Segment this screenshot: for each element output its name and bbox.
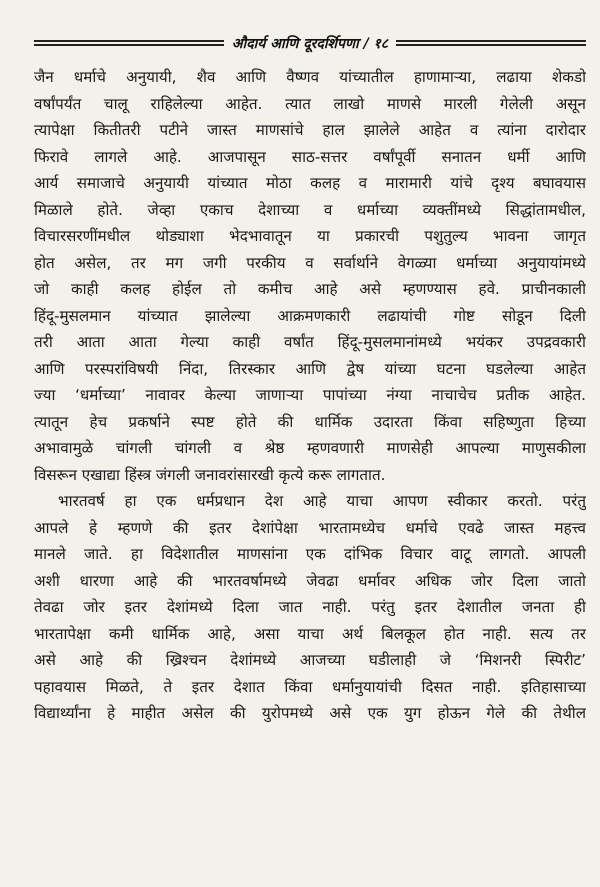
text-line: भारतापेक्षा कमी धार्मिक आहे, असा याचा अर्थ बिलकूल होत नाही. सत्य तर <box>34 624 586 643</box>
body-text <box>34 64 586 727</box>
text-line: त्यापेक्षा कितीतरी पटीने जास्त माणसांचे हाल झालेले आहेत व त्यांना दारोदार <box>34 121 586 139</box>
header-rule-right <box>396 40 586 46</box>
paragraph-1 <box>34 64 586 488</box>
running-header <box>34 24 586 62</box>
text-line: असे आहे की ख्रिश्चन देशांमध्ये आजच्या घडीलाही जे ‘मिशनरी स्पिरीट’ <box>34 651 586 669</box>
text-line: होत असेल, तर मग जगी परकीय व सर्वार्थाने वेगळ्या धर्माच्या अनुयायांमध्ये <box>34 253 586 272</box>
text-line: आर्य समाजाचे अनुयायी यांच्यात मोठा कलह व मारामारी यांचे दृश्य बघावयास <box>34 174 586 192</box>
text-line: भारतवर्ष हा एक धर्मप्रधान देश आहे याचा आपण स्वीकार करतो. परंतु <box>58 492 586 510</box>
text-line: आणि परस्परांविषयी निंदा, तिरस्कार आणि द्वेष यांच्या घटना घडलेल्या आहेत <box>34 359 586 378</box>
header-rule-left <box>34 40 224 46</box>
text-line: पहावयास मिळते, ते इतर देशात किंवा धर्मानुयायांची दिसत नाही. इतिहासाच्या <box>34 677 586 696</box>
text-line: विचारसरणींमधील थोड्याशा भेदभावातून या प्रकारची पशुतुल्य भावना जागृत <box>34 227 586 245</box>
text-line: विसरून एखाद्या हिंस्त्र जंगली जनावरांसारखी कृत्ये करू लागतात. <box>34 465 386 484</box>
text-line: अभावामुळे चांगली चांगली व श्रेष्ठ म्हणवणारी माणसेही आपल्या माणुसकीला <box>34 439 586 457</box>
text-line: जो काही कलह होईल तो कमीच आहे असे म्हणण्यास हवे. प्राचीनकाली <box>34 280 586 298</box>
text-line: विद्यार्थ्यांना हे माहीत असेल की युरोपमध्ये असे एक युग होऊन गेले की तेथील <box>34 704 586 722</box>
text-line: हिंदू-मुसलमान यांच्यात झालेल्या आक्रमणकारी लढायांची गोष्ट सोडून दिली <box>34 306 586 325</box>
text-line: वर्षांपर्यंत चालू राहिलेल्या आहेत. त्यात लाखो माणसे मारली गेलेली असून <box>34 94 586 113</box>
text-line: आपले हे म्हणणे की इतर देशांपेक्षा भारतामध्येच धर्माचे एवढे जास्त महत्त्व <box>34 518 586 537</box>
paragraph-2 <box>34 488 586 727</box>
text-line: जैन धर्माचे अनुयायी, शैव आणि वैष्णव यांच्यातील हाणामाऱ्या, लढाया शेकडो <box>34 68 586 86</box>
running-header-title: औदार्य आणि दूरदर्शिपणा / १८ <box>231 35 389 52</box>
text-line: अशी धारणा आहे की भारतवर्षामध्ये जेवढा धर्मावर अधिक जोर दिला जातो <box>34 571 586 590</box>
book-page <box>0 24 600 887</box>
text-line: तरी आता आता गेल्या काही वर्षांत हिंदू-मुसलमानांमध्ये भयंकर उपद्रवकारी <box>34 333 586 351</box>
text-line: मिळाले होते. जेव्हा एकाच देशाच्या व धर्माच्या व्यक्तींमध्ये सिद्धांतामधील, <box>34 200 586 219</box>
text-line: त्यातून हेच प्रकर्षाने स्पष्ट होते की धार्मिक उदारता किंवा सहिष्णुता हिच्या <box>34 412 586 431</box>
text-line: फिरावे लागले आहे. आजपासून साठ-सत्तर वर्षांपूर्वी सनातन धर्मी आणि <box>34 147 586 166</box>
text-line: मानले जाते. हा विदेशातील माणसांना एक दांभिक विचार वाटू लागतो. आपली <box>34 545 586 563</box>
text-line: तेवढा जोर इतर देशांमध्ये दिला जात नाही. परंतु इतर देशातील जनता ही <box>34 598 586 616</box>
text-line: ज्या ‘धर्माच्या’ नावावर केल्या जाणाऱ्या पापांच्या नंग्या नाचाचेच प्रतीक आहेत. <box>34 386 586 404</box>
